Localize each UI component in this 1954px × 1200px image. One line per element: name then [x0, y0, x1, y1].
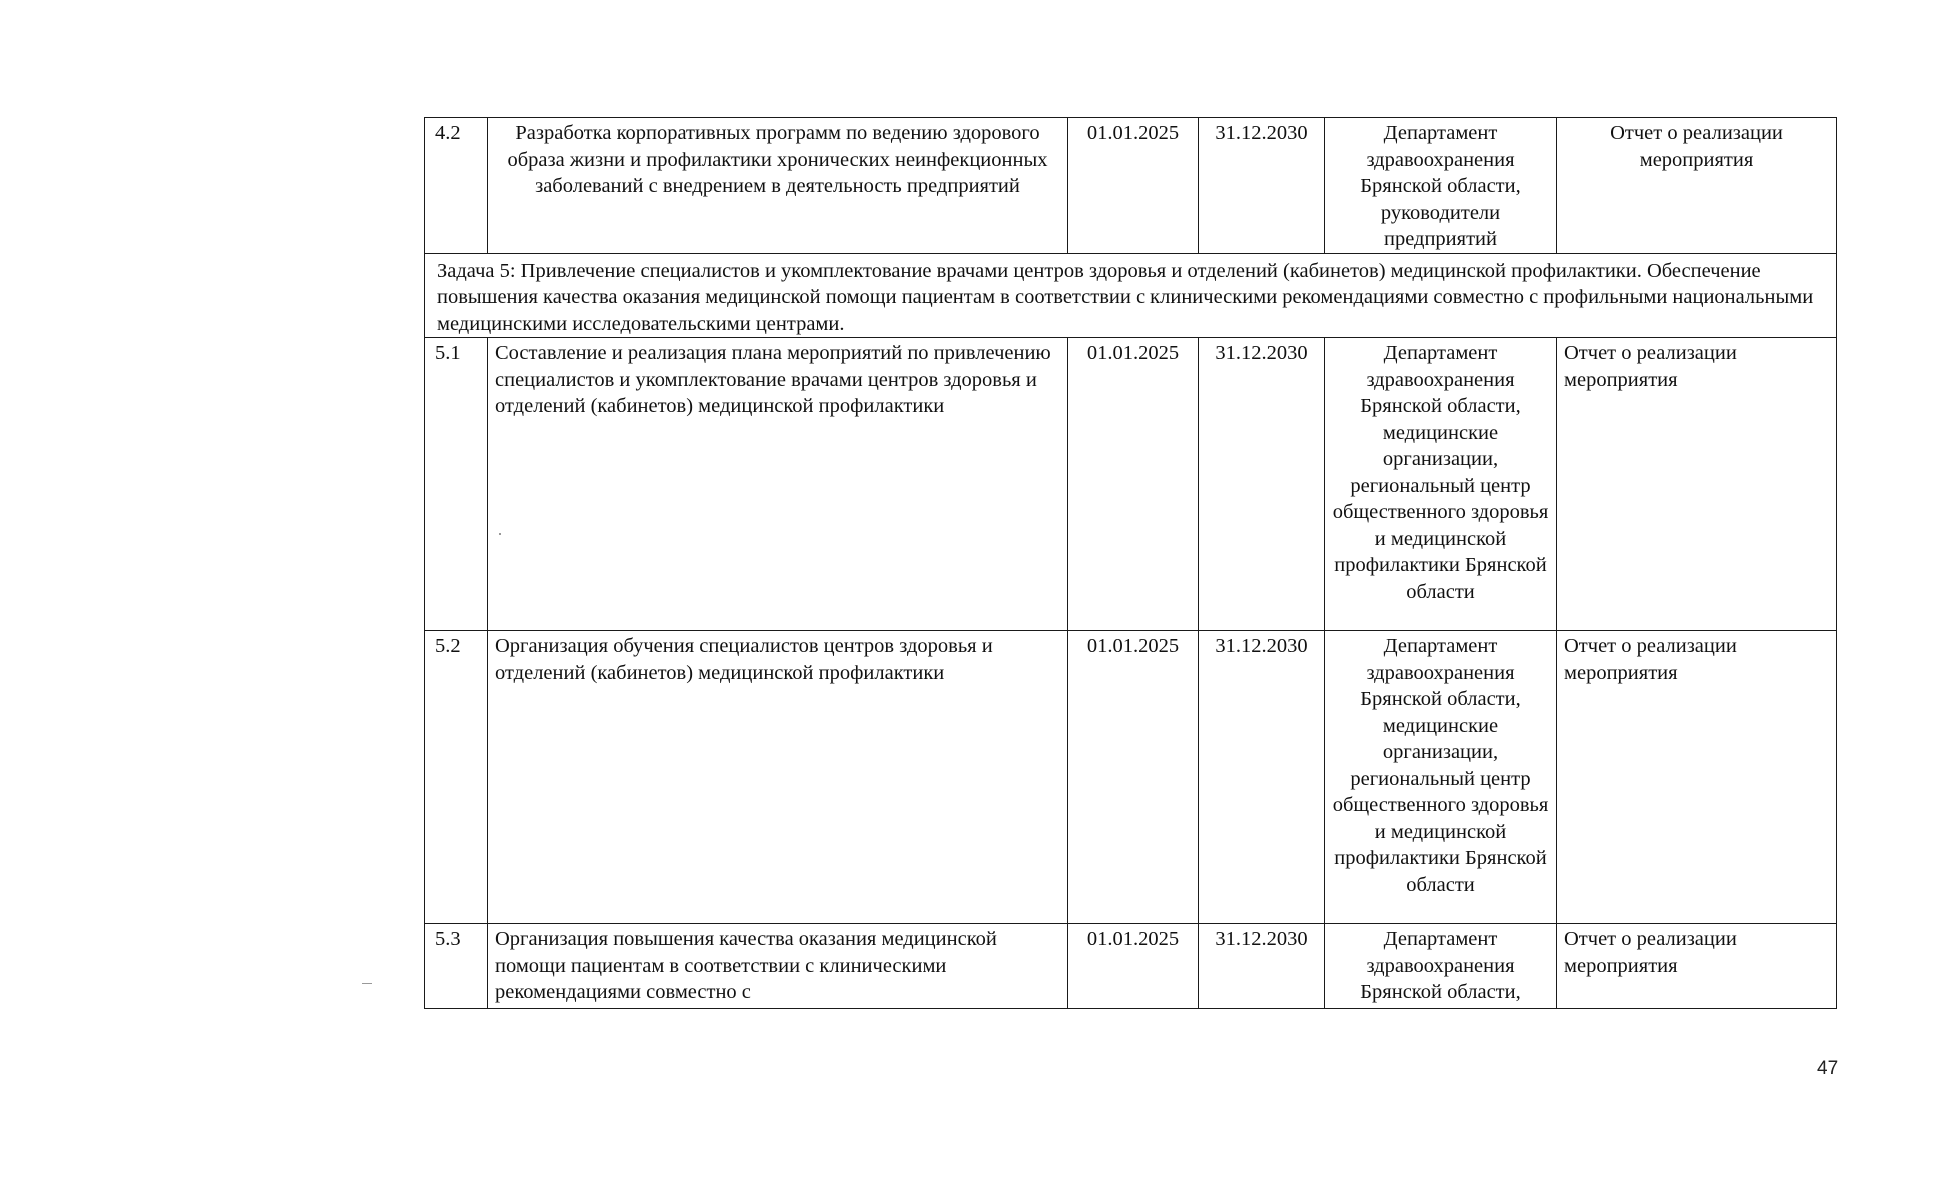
executor: Департамент здравоохранения Брянской области, руководители предприятий	[1325, 118, 1557, 254]
table-row	[425, 631, 1837, 924]
scan-speck	[499, 533, 501, 535]
start-date: 01.01.2025	[1068, 631, 1199, 924]
start-date: 01.01.2025	[1068, 118, 1199, 254]
expected-result: Отчет о реализации мероприятия	[1557, 338, 1837, 631]
scan-speck	[362, 983, 372, 984]
measure-description: Организация повышения качества оказания медицинской помощи пациентам в соответствии с клиническими рекомендациями совместно с	[495, 928, 997, 1003]
expected-result: Отчет о реализации мероприятия	[1557, 118, 1837, 254]
table-row	[425, 338, 1837, 631]
expected-result: Отчет о реализации мероприятия	[1557, 631, 1837, 924]
executor: Департамент здравоохранения Брянской области,	[1360, 928, 1521, 1003]
end-date: 31.12.2030	[1199, 631, 1325, 924]
executor: Департамент здравоохранения Брянской области, медицинские организации, региональный центр общественного здоровья и медицинской профилактики Брянской области	[1325, 338, 1557, 631]
table-row	[425, 924, 1837, 1009]
task-heading-row	[425, 253, 1837, 338]
table-row	[425, 118, 1837, 254]
measure-description: Организация обучения специалистов центров здоровья и отделений (кабинетов) медицинской профилактики	[488, 631, 1068, 924]
row-number: 5.2	[425, 631, 488, 924]
row-number: 5.3	[425, 924, 488, 1009]
page-number: 47	[1817, 1058, 1839, 1079]
expected-result: Отчет о реализации мероприятия	[1557, 924, 1837, 1009]
task-5-heading: Задача 5: Привлечение специалистов и укомплектование врачами центров здоровья и отделений (кабинетов) медицинской профилактики. Обеспечение повышения качества оказания медицинской помощи пациентам в соответствии с клиническими рекомендациями совместно с профильными национальными медицинскими исследовательскими центрами.	[425, 253, 1837, 338]
end-date: 31.12.2030	[1199, 924, 1325, 1009]
end-date: 31.12.2030	[1199, 338, 1325, 631]
start-date: 01.01.2025	[1068, 924, 1199, 1009]
row-number: 5.1	[425, 338, 488, 631]
measures-table	[424, 117, 1837, 1009]
row-number: 4.2	[425, 118, 488, 254]
start-date: 01.01.2025	[1068, 338, 1199, 631]
measure-description: Составление и реализация плана мероприятий по привлечению специалистов и укомплектование врачами центров здоровья и отделений (кабинетов) медицинской профилактики	[488, 338, 1068, 631]
executor: Департамент здравоохранения Брянской области, медицинские организации, региональный центр общественного здоровья и медицинской профилактики Брянской области	[1325, 631, 1557, 924]
measure-description: Разработка корпоративных программ по ведению здорового образа жизни и профилактики хронических неинфекционных заболеваний с внедрением в деятельность предприятий	[488, 118, 1068, 254]
end-date: 31.12.2030	[1199, 118, 1325, 254]
